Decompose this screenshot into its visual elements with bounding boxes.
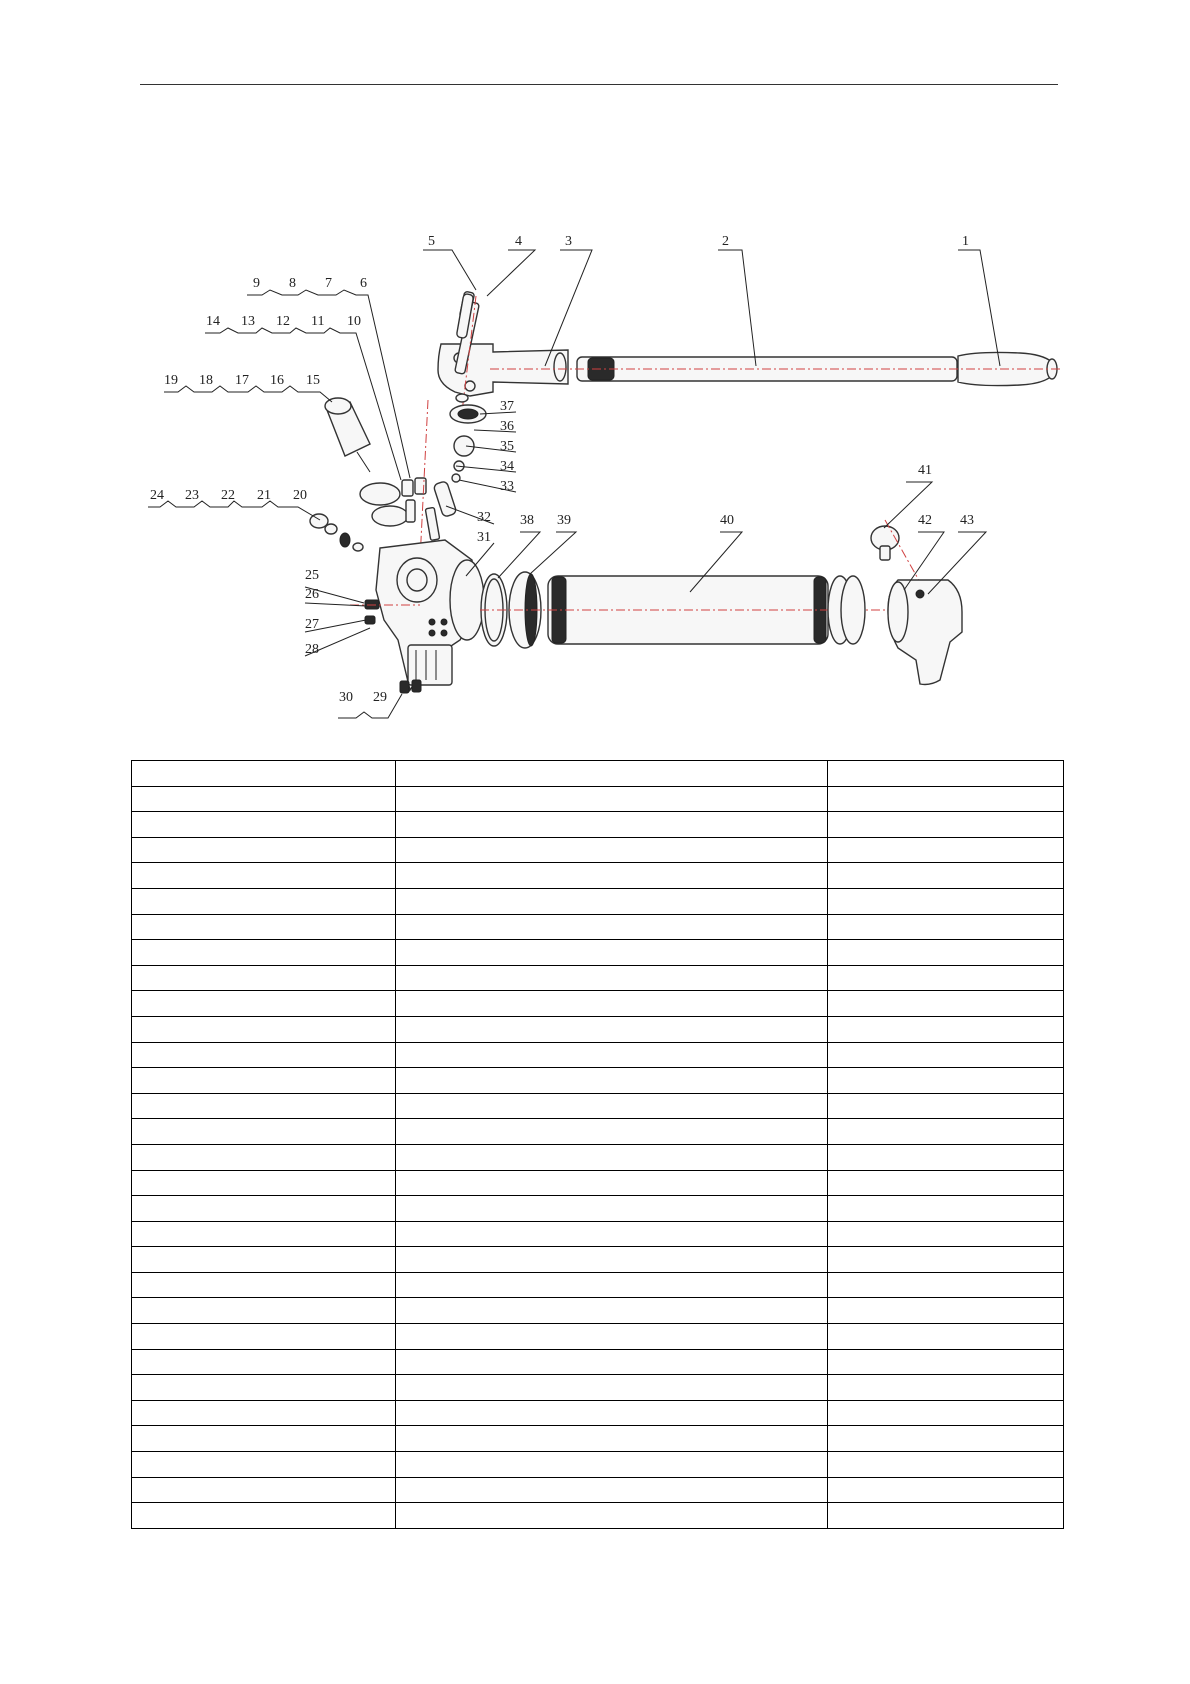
- table-row: [132, 863, 1064, 889]
- table-cell: [132, 914, 396, 940]
- callout-13: 13: [241, 314, 255, 329]
- table-cell: [132, 1016, 396, 1042]
- table-cell: [396, 1452, 828, 1478]
- table-cell: [396, 888, 828, 914]
- barrel-assembly: [480, 520, 962, 685]
- table-cell: [396, 965, 828, 991]
- callout-34: 34: [500, 459, 514, 474]
- table-cell: [828, 940, 1064, 966]
- callout-32: 32: [477, 510, 491, 525]
- table-row: [132, 888, 1064, 914]
- table-cell: [132, 1324, 396, 1350]
- callout-43: 43: [960, 513, 974, 528]
- table-cell: [396, 1375, 828, 1401]
- table-cell: [132, 761, 396, 787]
- table-cell: [132, 1298, 396, 1324]
- table-row: [132, 786, 1064, 812]
- callout-31: 31: [477, 530, 491, 545]
- pump-head-assembly: [310, 398, 486, 693]
- callout-3: 3: [565, 234, 572, 249]
- table-cell: [132, 1375, 396, 1401]
- table-cell: [132, 1068, 396, 1094]
- table-row: [132, 1144, 1064, 1170]
- callout-12: 12: [276, 314, 290, 329]
- table-cell: [396, 914, 828, 940]
- callout-38: 38: [520, 513, 534, 528]
- table-cell: [396, 1400, 828, 1426]
- table-cell: [828, 1247, 1064, 1273]
- table-row: [132, 1042, 1064, 1068]
- table-cell: [828, 1170, 1064, 1196]
- table-cell: [828, 812, 1064, 838]
- callout-15: 15: [306, 373, 320, 388]
- callout-30: 30: [339, 690, 353, 705]
- table-cell: [828, 1068, 1064, 1094]
- table-cell: [828, 863, 1064, 889]
- parts-table-body: [132, 761, 1064, 1529]
- table-cell: [132, 1247, 396, 1273]
- table-row: [132, 1093, 1064, 1119]
- table-row: [132, 761, 1064, 787]
- table-cell: [828, 965, 1064, 991]
- callout-2: 2: [722, 234, 729, 249]
- table-cell: [396, 1144, 828, 1170]
- callout-6: 6: [360, 276, 367, 291]
- callout-1: 1: [962, 234, 969, 249]
- table-cell: [396, 991, 828, 1017]
- table-cell: [396, 863, 828, 889]
- callout-16: 16: [270, 373, 284, 388]
- table-cell: [396, 1119, 828, 1145]
- table-row: [132, 1400, 1064, 1426]
- table-row: [132, 965, 1064, 991]
- table-cell: [396, 812, 828, 838]
- parts-list-table: [131, 760, 1064, 1529]
- table-cell: [396, 1298, 828, 1324]
- table-cell: [132, 1349, 396, 1375]
- table-cell: [828, 888, 1064, 914]
- table-cell: [396, 1068, 828, 1094]
- table-cell: [396, 1349, 828, 1375]
- table-cell: [132, 837, 396, 863]
- table-cell: [396, 1272, 828, 1298]
- table-cell: [396, 1196, 828, 1222]
- callout-10: 10: [347, 314, 361, 329]
- table-cell: [828, 1144, 1064, 1170]
- callout-37: 37: [500, 399, 514, 414]
- table-cell: [828, 1196, 1064, 1222]
- table-cell: [132, 1144, 396, 1170]
- table-row: [132, 1272, 1064, 1298]
- callout-42: 42: [918, 513, 932, 528]
- table-cell: [396, 940, 828, 966]
- callout-18: 18: [199, 373, 213, 388]
- table-cell: [396, 786, 828, 812]
- table-cell: [828, 1477, 1064, 1503]
- table-row: [132, 1221, 1064, 1247]
- table-cell: [132, 1272, 396, 1298]
- callout-33: 33: [500, 479, 514, 494]
- table-row: [132, 940, 1064, 966]
- table-row: [132, 1375, 1064, 1401]
- table-cell: [828, 1272, 1064, 1298]
- table-cell: [828, 1426, 1064, 1452]
- table-row: [132, 1503, 1064, 1529]
- table-cell: [396, 1042, 828, 1068]
- callout-25: 25: [305, 568, 319, 583]
- table-row: [132, 1016, 1064, 1042]
- callout-26: 26: [305, 587, 319, 602]
- table-cell: [132, 1503, 396, 1529]
- table-row: [132, 914, 1064, 940]
- exploded-parts-diagram: [0, 0, 1190, 740]
- table-cell: [132, 1093, 396, 1119]
- callout-17: 17: [235, 373, 249, 388]
- table-row: [132, 1324, 1064, 1350]
- table-cell: [132, 812, 396, 838]
- table-cell: [828, 1324, 1064, 1350]
- table-row: [132, 837, 1064, 863]
- table-cell: [132, 940, 396, 966]
- callout-35: 35: [500, 439, 514, 454]
- table-row: [132, 1426, 1064, 1452]
- table-cell: [396, 1426, 828, 1452]
- table-cell: [828, 1503, 1064, 1529]
- table-row: [132, 1119, 1064, 1145]
- table-cell: [828, 1221, 1064, 1247]
- callout-4: 4: [515, 234, 522, 249]
- table-cell: [396, 1221, 828, 1247]
- table-row: [132, 1196, 1064, 1222]
- table-cell: [132, 786, 396, 812]
- table-row: [132, 1247, 1064, 1273]
- table-cell: [828, 1452, 1064, 1478]
- table-cell: [132, 888, 396, 914]
- table-cell: [396, 1170, 828, 1196]
- table-row: [132, 1452, 1064, 1478]
- table-cell: [396, 1324, 828, 1350]
- table-row: [132, 1477, 1064, 1503]
- table-cell: [828, 1042, 1064, 1068]
- table-row: [132, 1170, 1064, 1196]
- table-cell: [828, 1375, 1064, 1401]
- table-cell: [132, 1221, 396, 1247]
- callout-23: 23: [185, 488, 199, 503]
- table-row: [132, 812, 1064, 838]
- table-cell: [828, 1093, 1064, 1119]
- table-cell: [828, 786, 1064, 812]
- callout-9: 9: [253, 276, 260, 291]
- table-row: [132, 1349, 1064, 1375]
- table-cell: [132, 1196, 396, 1222]
- callout-8: 8: [289, 276, 296, 291]
- table-row: [132, 991, 1064, 1017]
- table-cell: [132, 1119, 396, 1145]
- table-cell: [828, 761, 1064, 787]
- callout-36: 36: [500, 419, 514, 434]
- callout-21: 21: [257, 488, 271, 503]
- callout-22: 22: [221, 488, 235, 503]
- callout-20: 20: [293, 488, 307, 503]
- table-row: [132, 1298, 1064, 1324]
- table-cell: [132, 863, 396, 889]
- callout-24: 24: [150, 488, 164, 503]
- callout-28: 28: [305, 642, 319, 657]
- table-cell: [132, 1400, 396, 1426]
- table-cell: [132, 1170, 396, 1196]
- table-cell: [396, 1477, 828, 1503]
- table-cell: [828, 991, 1064, 1017]
- table-cell: [828, 1349, 1064, 1375]
- table-cell: [132, 1477, 396, 1503]
- table-cell: [396, 1016, 828, 1042]
- callout-29: 29: [373, 690, 387, 705]
- table-cell: [828, 837, 1064, 863]
- table-cell: [828, 914, 1064, 940]
- table-cell: [132, 1042, 396, 1068]
- callout-27: 27: [305, 617, 319, 632]
- table-cell: [132, 1426, 396, 1452]
- table-cell: [132, 965, 396, 991]
- table-cell: [396, 837, 828, 863]
- callout-7: 7: [325, 276, 332, 291]
- table-cell: [396, 1503, 828, 1529]
- callout-11: 11: [311, 314, 325, 329]
- table-cell: [396, 761, 828, 787]
- callout-39: 39: [557, 513, 571, 528]
- table-cell: [132, 1452, 396, 1478]
- table-cell: [828, 1298, 1064, 1324]
- table-row: [132, 1068, 1064, 1094]
- callout-14: 14: [206, 314, 220, 329]
- callout-19: 19: [164, 373, 178, 388]
- callout-41: 41: [918, 463, 932, 478]
- callout-40: 40: [720, 513, 734, 528]
- table-cell: [828, 1016, 1064, 1042]
- table-cell: [828, 1400, 1064, 1426]
- table-cell: [396, 1093, 828, 1119]
- callout-5: 5: [428, 234, 435, 249]
- table-cell: [132, 991, 396, 1017]
- table-cell: [828, 1119, 1064, 1145]
- table-cell: [396, 1247, 828, 1273]
